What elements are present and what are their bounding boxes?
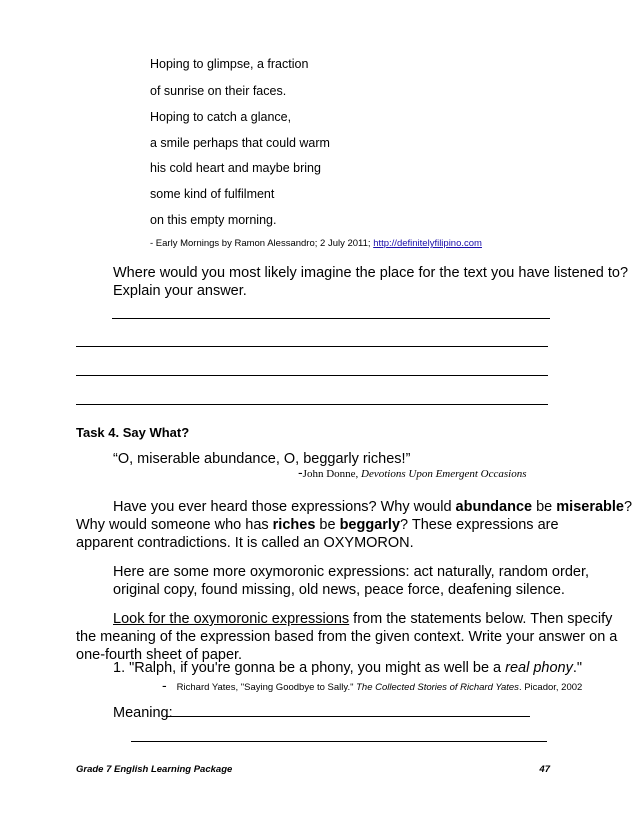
poem-citation bbox=[150, 238, 482, 249]
paragraph-line: Here are some more oxymoronic expressions: act naturally, random order, bbox=[113, 564, 590, 580]
quote: “O, miserable abundance, O, beggarly riches!” bbox=[113, 451, 411, 467]
question-line-2: Explain your answer. bbox=[113, 283, 247, 299]
text: ." bbox=[572, 660, 583, 676]
paragraph-line bbox=[113, 610, 612, 629]
citation-book: The Collected Stories of Richard Yates bbox=[356, 682, 519, 693]
citation-author: Richard Yates, "Saying Goodbye to Sally." bbox=[176, 682, 357, 693]
poem-line: on this empty morning. bbox=[150, 213, 277, 227]
underlined-instruction: Look for the oxymoronic expressions bbox=[113, 611, 350, 627]
poem-line: Hoping to catch a glance, bbox=[150, 110, 292, 124]
paragraph-line: one-fourth sheet of paper. bbox=[76, 647, 243, 663]
meaning-label: Meaning: bbox=[113, 705, 173, 721]
paragraph-line: the meaning of the expression based from the given context. Write your answer on a bbox=[76, 629, 618, 645]
footer-title: Grade 7 English Learning Package bbox=[76, 764, 233, 775]
text: 1. "Ralph, if you're gonna be a phony, you might as well be a bbox=[113, 660, 506, 676]
text: be bbox=[532, 499, 557, 515]
quote-attribution bbox=[298, 464, 527, 482]
text: Have you ever heard those expressions? Why would bbox=[113, 499, 456, 515]
paragraph-line bbox=[76, 516, 559, 535]
poem-line: some kind of fulfilment bbox=[150, 187, 275, 201]
poem-line: his cold heart and maybe bring bbox=[150, 161, 321, 175]
paragraph-line: original copy, found missing, old news, peace force, deafening silence. bbox=[113, 582, 565, 598]
quote-author: John Donne, bbox=[302, 468, 362, 480]
citation-end: . Picador, 2002 bbox=[518, 682, 583, 693]
citation-link[interactable]: http://definitelyfilipino.com bbox=[373, 238, 482, 249]
meaning-answer-line[interactable] bbox=[131, 741, 547, 742]
bold-word: beggarly bbox=[339, 517, 401, 533]
citation-dash: - bbox=[162, 677, 167, 693]
page-number: 47 bbox=[539, 764, 550, 775]
text: be bbox=[315, 517, 340, 533]
answer-line bbox=[76, 404, 548, 405]
quote-source: Devotions Upon Emergent Occasions bbox=[361, 468, 527, 480]
bold-word: abundance bbox=[455, 499, 533, 515]
answer-line bbox=[76, 375, 548, 376]
poem-line: of sunrise on their faces. bbox=[150, 84, 287, 98]
poem-line: a smile perhaps that could warm bbox=[150, 136, 330, 150]
italic-phrase: real phony bbox=[505, 660, 573, 676]
paragraph-line bbox=[113, 498, 632, 517]
meaning-answer-line[interactable] bbox=[166, 716, 530, 717]
text: ? These expressions are bbox=[400, 517, 559, 533]
bold-word: riches bbox=[272, 517, 316, 533]
text: ? bbox=[624, 499, 633, 515]
text: from the statements below. Then specify bbox=[349, 611, 613, 627]
text: Why would someone who has bbox=[76, 517, 273, 533]
citation-text: - Early Mornings by Ramon Alessandro; 2 July 2011; bbox=[150, 238, 374, 249]
answer-line bbox=[76, 346, 548, 347]
paragraph-line: apparent contradictions. It is called an OXYMORON. bbox=[76, 535, 414, 551]
answer-line bbox=[112, 318, 550, 319]
poem-line: Hoping to glimpse, a fraction bbox=[150, 57, 309, 71]
bold-word: miserable bbox=[556, 499, 624, 515]
item-citation bbox=[162, 677, 582, 695]
task-heading: Task 4. Say What? bbox=[76, 425, 190, 440]
quote-dash: - bbox=[298, 464, 303, 480]
item-statement bbox=[113, 659, 582, 678]
question-line-1: Where would you most likely imagine the place for the text you have listened to? bbox=[113, 265, 629, 281]
